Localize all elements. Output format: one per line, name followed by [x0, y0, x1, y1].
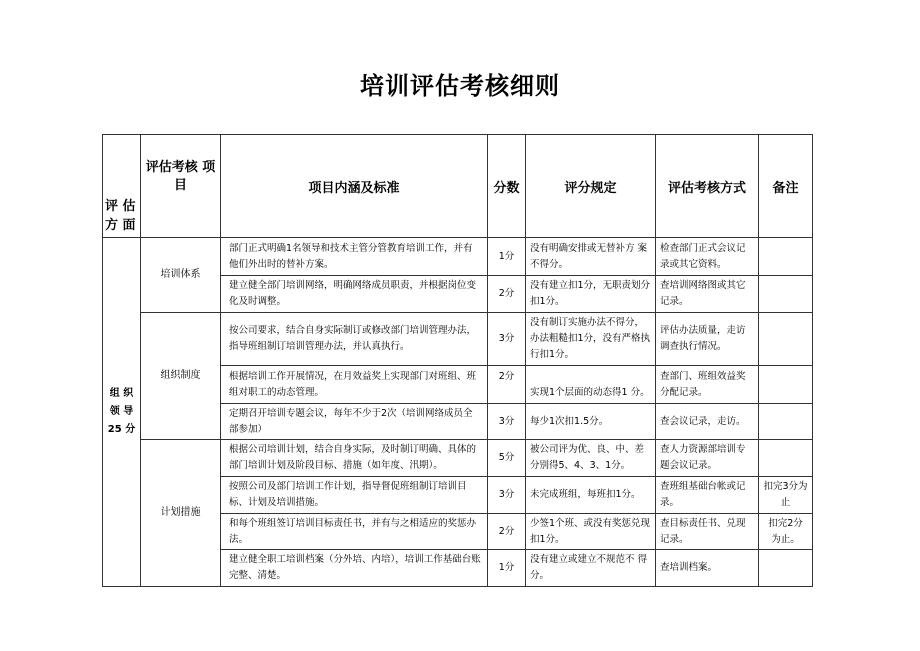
page-title: 培训评估考核细则: [360, 72, 560, 100]
content-cell: 建立健全部门培训网络，明确网络成员职责，并根据岗位变化及时调整。: [221, 276, 488, 313]
header-rule: 评分规定: [526, 135, 656, 238]
assessment-table: [102, 134, 813, 587]
method-cell: 查培训档案。: [656, 550, 759, 587]
rule-cell: 实现1个层面的动态得1 分。: [526, 366, 656, 404]
header-item: 评估考核 项目: [141, 135, 221, 238]
score-cell: 1分: [488, 550, 526, 587]
note-cell: 扣完3分为止: [759, 477, 813, 514]
note-cell: [759, 404, 813, 440]
note-cell: [759, 276, 813, 313]
header-note: 备注: [759, 135, 813, 238]
method-cell: 评估办法质量，走访调查执行情况。: [656, 313, 759, 366]
rule-cell: 少签1个班、或没有奖惩兑现扣1分。: [526, 514, 656, 550]
method-cell: 查会议记录，走访。: [656, 404, 759, 440]
method-cell: 查培训网络图或其它记录。: [656, 276, 759, 313]
rule-cell: 没有制订实施办法不得分，办法粗糙扣1分，没有严格执行扣1分。: [526, 313, 656, 366]
aspect-cell: 组 织 领 导 25 分: [103, 238, 141, 587]
score-cell: 3分: [488, 313, 526, 366]
score-cell: 2分: [488, 366, 526, 404]
score-cell: 5分: [488, 440, 526, 477]
item-plan: 计划措施: [141, 440, 221, 587]
item-training-system: 培训体系: [141, 238, 221, 313]
rule-cell: 未完成班组，每班扣1分。: [526, 477, 656, 514]
header-aspect: 评 估 方 面: [103, 135, 141, 238]
rule-cell: 被公司评为优、良、中、差分别得5、4、3、1分。: [526, 440, 656, 477]
header-content: 项目内涵及标准: [221, 135, 488, 238]
method-cell: 查目标责任书、兑现记录。: [656, 514, 759, 550]
method-cell: 查部门、班组效益奖分配记录。: [656, 366, 759, 404]
item-organization: 组织制度: [141, 313, 221, 440]
note-cell: [759, 550, 813, 587]
content-cell: 根据培训工作开展情况，在月效益奖上实现部门对班组、班组对职工的动态管理。: [221, 366, 488, 404]
score-cell: 2分: [488, 514, 526, 550]
method-cell: 查班组基础台帐或记录。: [656, 477, 759, 514]
rule-cell: 没有建立或建立不规范不 得分。: [526, 550, 656, 587]
table-row: [103, 238, 813, 276]
rule-cell: 没有明确安排或无替补方 案不得分。: [526, 238, 656, 276]
note-cell: [759, 366, 813, 404]
score-cell: 3分: [488, 477, 526, 514]
note-cell: [759, 313, 813, 366]
method-cell: 检查部门正式会议记录或其它资料。: [656, 238, 759, 276]
note-cell: [759, 238, 813, 276]
header-row: [103, 135, 813, 238]
header-method: 评估考核方式: [656, 135, 759, 238]
content-cell: 和每个班组签订培训目标责任书，并有与之相适应的奖惩办法。: [221, 514, 488, 550]
score-cell: 3分: [488, 404, 526, 440]
content-cell: 定期召开培训专题会议，每年不少于2次（培训网络成员全 部参加）: [221, 404, 488, 440]
header-score: 分数: [488, 135, 526, 238]
content-cell: 建立健全职工培训档案（分外培、内培），培训工作基础台账完整、清楚。: [221, 550, 488, 587]
method-cell: 查人力资源部培训专题会议记录。: [656, 440, 759, 477]
rule-cell: 每少1次扣1.5分。: [526, 404, 656, 440]
content-cell: 部门正式明确1名领导和技术主管分管教育培训工作，并有 他们外出时的替补方案。: [221, 238, 488, 276]
score-cell: 1分: [488, 238, 526, 276]
content-cell: 根据公司培训计划，结合自身实际，及时制订明确、具体的部门培训计划及阶段目标、措施（如年度、汛期）。: [221, 440, 488, 477]
note-cell: 扣完2分 为止。: [759, 514, 813, 550]
note-cell: [759, 440, 813, 477]
content-cell: 按公司要求，结合自身实际制订或修改部门培训管理办法，指导班组制订培训管理办法，并认真执行。: [221, 313, 488, 366]
table-row: [103, 440, 813, 477]
rule-cell: 没有建立扣1分，无职责划分扣1分。: [526, 276, 656, 313]
content-cell: 按照公司及部门培训工作计划，指导督促班组制订培训目标、计划及培训措施。: [221, 477, 488, 514]
score-cell: 2分: [488, 276, 526, 313]
table-row: [103, 313, 813, 366]
